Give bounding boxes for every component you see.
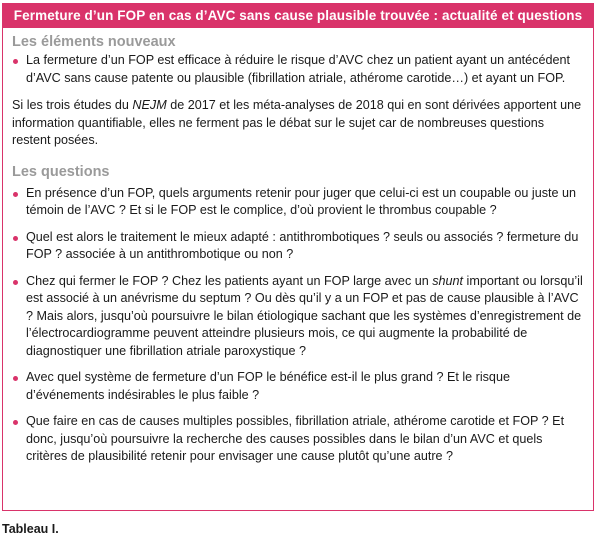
bullet-dot-icon — [13, 280, 18, 285]
table-content — [3, 28, 593, 466]
bullet-dot-icon — [13, 59, 18, 64]
question-text-part: important ou lorsqu’il est associé à un anévrisme du septum ? Ou dès qu’il y a un FOP et pas de cause plausible à l’AVC ? Mais alors, jusqu’où poursuivre le bilan étiologique sachant que les systèmes d’enregistrement de l’électrocardiogramme peuvent atteindre plusieurs mois, ce qui augmente la probabilité de diagnostiquer une fibrillation atriale paroxystique ? — [26, 273, 583, 358]
table-caption: Tableau I. — [2, 522, 59, 536]
question-item — [12, 185, 585, 220]
paragraph-text: Si les trois études du — [12, 98, 133, 112]
question-text-italic: shunt — [432, 273, 464, 288]
section-heading-new-elements: Les éléments nouveaux — [12, 34, 176, 50]
question-text: En présence d’un FOP, quels arguments retenir pour juger que celui-ci est un coupable ou juste un témoin de l’AVC ? Et si le FOP est le complice, d’où provient le thrombus coupable ? — [26, 185, 577, 217]
question-text-part: Chez qui fermer le FOP ? Chez les patients ayant un FOP large avec un — [26, 273, 433, 288]
section-heading-questions: Les questions — [12, 163, 110, 180]
bullet-dot-icon — [13, 236, 18, 241]
bullet-text: La fermeture d’un FOP est efficace à réduire le risque d’AVC chez un patient ayant un antécédent d’AVC sans cause patente ou plausible (fibrillation atriale, athérome carotide…) et ayant un FOP. — [26, 53, 570, 85]
table-title: Fermeture d’un FOP en cas d’AVC sans cause plausible trouvée : actualité et questions — [3, 4, 593, 28]
journal-name: NEJM — [132, 98, 167, 112]
question-text: Que faire en cas de causes multiples possibles, fibrillation atriale, athérome carotide et FOP ? Et donc, jusqu’où poursuivre la recherche des causes possibles dans le bilan d’un AVC et quels critères de plausibilité retenir pour envisager une cause plutôt qu’une autre ? — [26, 414, 565, 463]
bullet-dot-icon — [13, 420, 18, 425]
question-text: Quel est alors le traitement le mieux adapté : antithrombotiques ? seuls ou associés ? fermeture du FOP ? associée à un antithrombotique ou non ? — [26, 229, 579, 261]
question-item — [12, 229, 585, 264]
paragraph — [12, 97, 585, 150]
question-item — [12, 273, 585, 361]
question-item — [12, 369, 585, 404]
question-text — [26, 274, 583, 358]
paragraph-text: de 2017 et les méta-analyses de 2018 qui en sont dérivées apportent une information quantifiable, elles ne ferment pas le débat sur le sujet car de nombreuses questions restent posées. — [12, 98, 582, 147]
question-text: Avec quel système de fermeture d’un FOP le bénéfice est-il le plus grand ? Et le risque d’événements indésirables le plus faible ? — [26, 370, 510, 402]
bullet-dot-icon — [13, 376, 18, 381]
bullet-item — [12, 52, 585, 87]
table-box — [2, 3, 594, 511]
bullet-dot-icon — [13, 192, 18, 197]
question-item — [12, 413, 585, 466]
